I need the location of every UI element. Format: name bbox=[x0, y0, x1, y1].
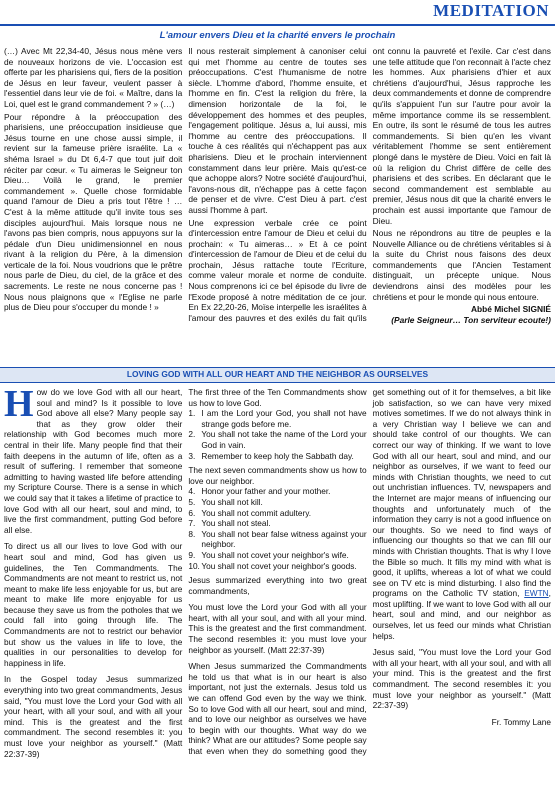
commandment-number: 5. bbox=[188, 496, 196, 507]
commandments-list-neighbor bbox=[188, 486, 366, 571]
commandment-item bbox=[188, 408, 366, 429]
commandment-number: 9. bbox=[188, 549, 196, 560]
commandment-text: You shall not steal. bbox=[201, 518, 271, 529]
commandment-number: 1. bbox=[188, 408, 196, 419]
article-en-paragraph: When Jesus summarized the Commandments he told us that what is in our heart is also important, not just the externals. Jesus told us we can offend God even by the way we think. So to love God with all our heart, soul and mind, and to love our neighbor as ourselves we have to begin with our thoughts. What way do we think? What are our attitudes? Some people say that even when they do something good they get something out of it for themselves, a bit like job satisfaction, so we can have very mixed motives sometimes. If we do not always think in a very Christian way I believe we can and should take control of our thoughts. We can correct our way of thinking. If we want to love God with all our heart, soul and mind, and our neighbor as ourselves, if we want to feed our minds with Christian thoughts, we need to cut out unchristian influences. TV, newspapers and the Internet are major means of influencing our thoughts and unfortunately much of the information they carry is not a good influence on our thoughts. So we need to find ways of influencing our thoughts so that we can fill our minds with Christian thoughts. That is why I love the Bible so much. It fills my mind with what is good, it uplifts, whereas a lot of what we could see on TV etc is mind disturbing. I also find the programs on the Catholic TV station, EWTN, most uplifting. If we want to love God with all our heart, soul and mind, and our neighbor as ourselves, let us feed our minds what Christian helps. bbox=[188, 387, 551, 756]
article-en-author: Fr. Tommy Lane bbox=[491, 716, 551, 727]
commandment-text: You shall not kill. bbox=[201, 496, 263, 507]
commandment-number: 7. bbox=[188, 518, 196, 529]
article-en-paragraph: Jesus summarized everything into two great commandments, bbox=[188, 575, 367, 596]
article-fr-author: Abbé Michel SIGNIÉ bbox=[470, 304, 551, 315]
commandment-text: Honor your father and your mother. bbox=[201, 486, 331, 497]
article-en-paragraph: The next seven commandments show us how to love our neighbor. bbox=[188, 465, 367, 486]
commandment-item bbox=[188, 550, 366, 561]
drop-cap: H bbox=[4, 383, 34, 425]
commandment-number: 4. bbox=[188, 486, 196, 497]
commandment-text: You shall not commit adultery. bbox=[201, 507, 312, 518]
commandment-number: 6. bbox=[188, 507, 196, 518]
article-en-paragraph: In the Gospel today Jesus summarized everything into two great commandments, Jesus said, "You must love the Lord your God with all your heart, with all your soul, and with all your mind. This is the greatest and the first commandment. The second resembles it: you must love your neighbor as yourself." (Matt 22:37-39) bbox=[4, 674, 183, 759]
commandment-item bbox=[188, 451, 366, 462]
commandment-item bbox=[188, 529, 366, 550]
article-en-title: LOVING GOD WITH ALL OUR HEART AND THE NEIGHBOR AS OURSELVES bbox=[126, 369, 429, 379]
article-fr-paragraph: (…) Avec Mt 22,34-40, Jésus nous mène vers de nouveaux horizons de vie. L'occasion est offerte par les pharisiens qui, fiers de la position de Jésus en leur faveur, veulent passer à l'essentiel dans leur vie de foi. « Maître, dans la Loi, quel est le grand commandement ? » (…) bbox=[4, 46, 183, 109]
article-fr-paragraph: Une expression verbale crée ce point d'intercession entre l'amour de Dieu et celui du prochain: « Tu aimeras… » Et à ce point d'intercession de l'amour de Dieu et de celui du prochain, Jésus rattache toute l'Ecriture, comme valeur morale et norme de conduite. Nous comprenons ici ce bel épisode du livre de l'Exode proposé à notre méditation de ce jour. En Ex 22,20-26, Moïse interpelle les israélites à l'amour des pauvres et des exilés du fait qu'ils ont connu la pauvreté et l'exile. Car c'est dans une telle attitude que l'on reconnait à l'acte chez les hommes. Aux pharisiens d'hier et aux chrétiens d'aujourd'hui, Jésus rapproche les deux commandements et donne de comprendre qu'ils s'appuient l'un sur l'autre pour avoir la même importance comme ils se ressemblent. En outre, ils sont le résumé de tous les autres commandements. Si bien qu'en les vivant véritablement l'homme se sent entièrement plongé dans le mystère de Dieu. Voici en fait là où la religion du Christ diffère de celle des pharisiens et des scribes. En déclarant que le second commandement est semblable au premier, Jésus nous dit que la charité envers le prochain est aussi importante que l'amour de Dieu. bbox=[188, 46, 551, 323]
commandment-text: Remember to keep holy the Sabbath day. bbox=[201, 450, 354, 461]
page-header bbox=[0, 0, 555, 22]
commandment-number: 2. bbox=[188, 429, 196, 440]
commandment-item bbox=[188, 518, 366, 529]
commandment-number: 10. bbox=[188, 560, 200, 571]
page-title: MEDITATION bbox=[433, 1, 549, 20]
commandment-item bbox=[188, 486, 366, 497]
commandment-number: 3. bbox=[188, 450, 196, 461]
commandment-item bbox=[188, 561, 366, 572]
article-fr-paragraph: Pour répondre à la préoccupation des pharisiens, une préoccupation insidieuse que Jésus tourne en une chose aussi simple, il revient sur la fameuse prière israélite. La « shéma Israel » du Dt 6,4-7 que tout juif doit réciter par cœur. « Tu aimeras le Seigneur ton Dieu… Voilà le grand, le premier commandement ». Quelle chose formidable quand l'amour de Dieu a pris tout l'être ! … C'est à la même attitude qu'il invite tous ses disciples aujourd'hui. Mais lorsque nous ne l'avons pas bien compris, nous appuyons sur la pédale d'un Dieu unidimensionnel en nous rivant à la religion du Père, à la dimension verticale de la foi. Nous voudrions que le prêtre nous parle de Dieu, du ciel, de la grâce et des sacrements. Le reste ne nous concerne pas ! Nous nous plaignons que « l'Eglise ne parle plus de Dieu pour s'occuper du monde ! » bbox=[4, 111, 183, 313]
article-en-paragraph: Jesus said, "You must love the Lord your God with all your heart, with all your soul, and with all your mind. This is the greatest and the first commandment. The second resembles it: you must love your neighbor as yourself." (Matt 22:37-39) bbox=[372, 647, 551, 711]
commandment-text: I am the Lord your God, you shall not have strange gods before me. bbox=[201, 408, 367, 429]
commandment-item bbox=[188, 429, 366, 450]
commandment-item bbox=[188, 508, 366, 519]
article-en-body bbox=[4, 383, 551, 782]
article-en-paragraph: The first three of the Ten Commandments show us how to love God. bbox=[188, 387, 367, 408]
article-en-paragraph: You must love the Lord your God with all your heart, with all your soul, and with all your mind. This is the greatest and the first commandment. The second resembles it: you must love your neighbor as yourself. (Matt 22:37-39) bbox=[188, 602, 367, 655]
commandment-text: You shall not bear false witness against your neighbor. bbox=[201, 528, 367, 550]
commandment-number: 8. bbox=[188, 528, 196, 539]
article-fr-title: L'amour envers Dieu et la charité envers le prochain bbox=[159, 30, 396, 41]
commandment-text: You shall not covet your neighbor's goods. bbox=[201, 560, 357, 571]
article-en-paragraph: To direct us all our lives to love God with our heart soul and mind, God has given us guidelines, the Ten Commandments. The Commandments are not meant to restrict us, not meant to make life less enjoyable for us, but are meant to make life more enjoyable for us because they save us from the potholes that we could fall into going through life. The Commandments are not to restrict our behavior but show us the values in life to love, the qualities in our personalities to develop for happiness in life. bbox=[4, 541, 183, 668]
commandment-text: You shall not covet your neighbor's wife. bbox=[201, 549, 349, 560]
article-fr-author-note: (Parle Seigneur… Ton serviteur ecoute!) bbox=[391, 314, 551, 325]
article-en-paragraph: How do we love God with all our heart, soul and mind? Is it possible to love God above all else? Many people say that as they grow older their relationship with God becomes much more central in their life. Many people find that their faith deepens in the autumn of life, often as a result of suffering. I remember that someone admitting to having wasted life before attending my Scripture Course. There is a sense in which we could say that it takes a lifetime of practice to love God with all our heart, soul and mind, to live the first commandment, putting God before all else. bbox=[4, 383, 183, 535]
article-fr-paragraph: Il nous resterait simplement à canoniser celui qui met l'homme au centre de toutes ses préoccupations. C'est l'humanisme de notre siècle. L'homme d'abord, l'homme ensuite, et l'homme en fin. C'est la religion du frère, la dimension horizontale de la foi, le développement des hommes et des peuples, l'engagement politique. Jésus a, lui aussi, mis l'homme au centre des préoccupations. Il touche à ces réalités qui n'échappent pas aux pharisiens. Dieu et le prochain interviennent constamment dans leur prière. Mais qu'est-ce que achoppe alors? Notre société d'aujourd'hui, l'avons-nous dit, n'échappe pas à cette façon de penser et de vivre. C'est Dieu à part. c'est aussi l'homme à part. bbox=[188, 46, 367, 215]
commandments-list-god bbox=[188, 408, 366, 461]
commandment-text: You shall not take the name of the Lord your God in vain. bbox=[201, 429, 367, 450]
ewtn-link[interactable]: EWTN bbox=[524, 588, 549, 599]
article-fr-paragraph: Nous ne répondrons au titre de peuples e la Nouvelle Alliance ou de chrétiens véritables si à la suite du Christ nous faisons des deux commandements que l'Ancien Testament distinguait, un précepte unique. Nous deviendrons ainsi des modèles pour les chrétiens et pour le monde qui nous entoure. bbox=[372, 228, 551, 302]
header-rule bbox=[0, 24, 555, 26]
article-fr-body bbox=[4, 46, 551, 351]
commandment-item bbox=[188, 497, 366, 508]
